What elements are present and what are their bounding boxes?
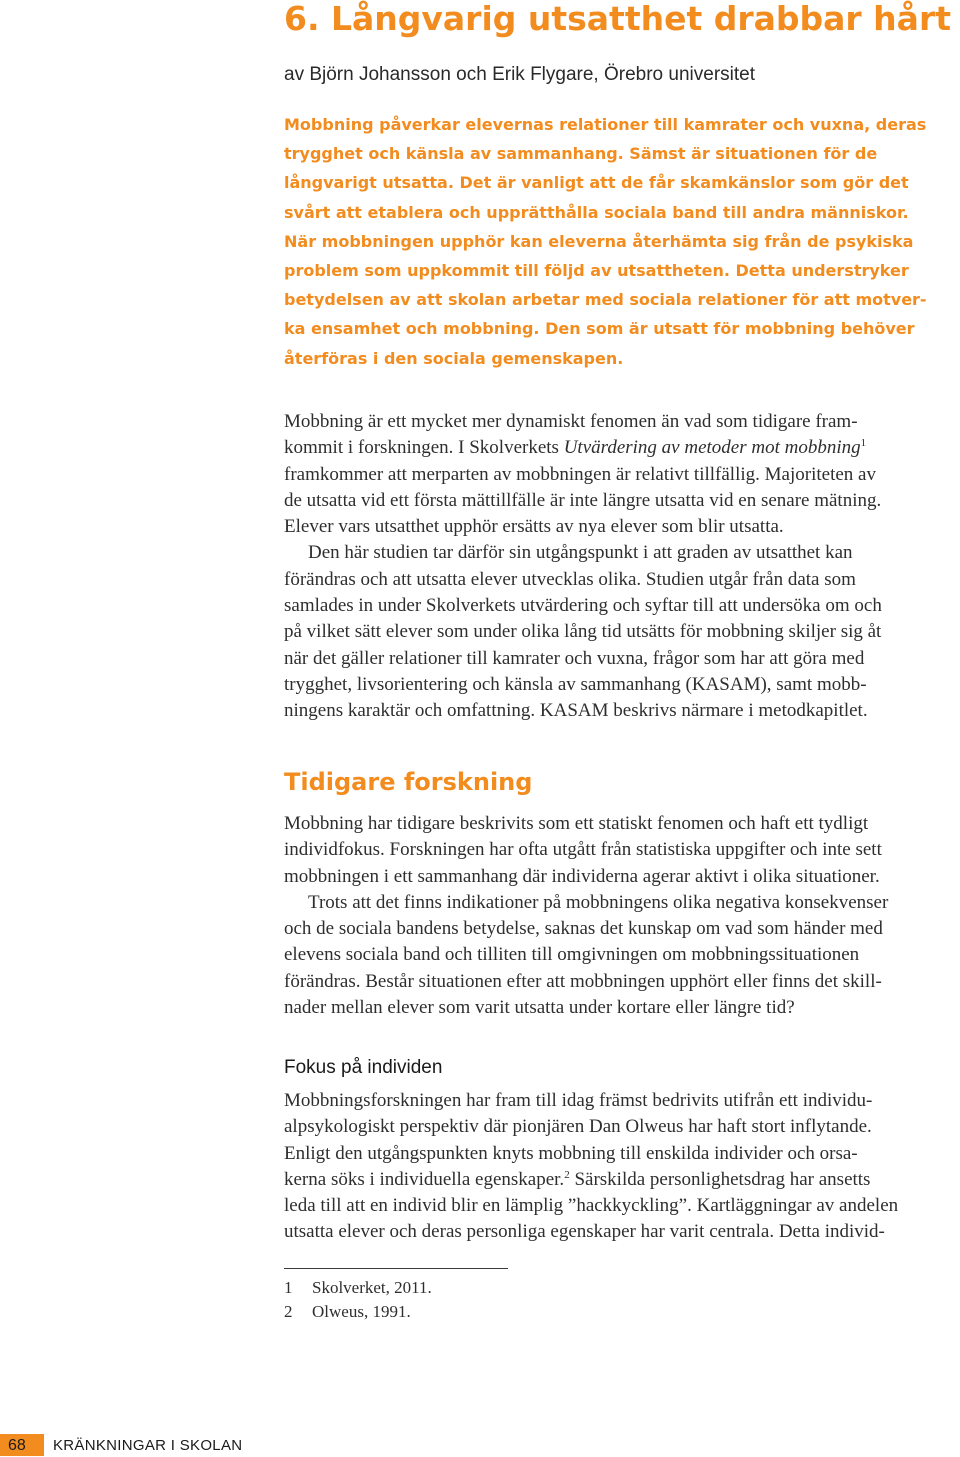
body-line: och de sociala bandens betydelse, saknas det kunskap om vad som händer med [284,918,883,940]
footnote-number: 2 [284,1302,293,1321]
body-line: trygghet, livsorientering och känsla av sammanhang (KASAM), samt mobb- [284,673,867,695]
body-line: samlades in under Skolverkets utvärdering och syftar till att undersöka om och [284,595,882,617]
subsection-heading: Fokus på individen [284,1057,443,1078]
body-line: när det gäller relationer till kamrater och vuxna, frågor som har att göra med [284,647,865,669]
intro-body [284,409,956,725]
section-body [284,811,956,1021]
body-line: Mobbning är ett mycket mer dynamiskt fenomen än vad som tidigare fram- [284,411,858,432]
cited-title: Utvärdering av metoder mot mobbning [563,437,861,459]
body-line: förändras och att utsatta elever utvecklas olika. Studien utgår från data som [284,568,856,590]
body-line: Enligt den utgångspunkten knyts mobbning till enskilda individer och orsa- [284,1142,858,1164]
subsection-body [284,1088,956,1246]
chapter-authors: av Björn Johansson och Erik Flygare, Örebro universitet [284,64,755,85]
page-number: 68 [8,1437,26,1454]
body-line: mobbningen i ett sammanhang där individerna agerar aktivt i olika situationer. [284,865,880,887]
footnote-number: 1 [284,1278,293,1297]
running-title: KRÄNKNINGAR I SKOLAN [53,1437,243,1454]
body-text: kerna söks i individuella egenskaper. [284,1168,565,1190]
body-line: individfokus. Forskningen har ofta utgått från statistiska uppgifter och inte sett [284,839,882,861]
body-line: utsatta elever och deras personliga egenskaper har varit centrala. Detta individ- [284,1221,885,1243]
body-line: förändras. Består situationen efter att mobbningen upphört eller finns det skill- [284,970,882,992]
body-line: alpsykologiskt perspektiv där pionjären Dan Olweus har haft stort inflytande. [284,1116,872,1138]
footnote-marker: 2 [564,1168,570,1181]
lead-line: betydelsen av att skolan arbetar med sociala relationer för att motver- [284,290,927,310]
lead-line: återföras i den sociala gemenskapen. [284,348,624,368]
chapter-title: 6. Långvarig utsatthet drabbar hårt [284,0,951,38]
body-line: ningens karaktär och omfattning. KASAM beskrivs närmare i metodkapitlet. [284,700,868,722]
body-line: framkommer att merparten av mobbningen är relativt tillfällig. Majoriteten av [284,463,876,485]
body-line: leda till att en individ blir en lämplig ”hackkyckling”. Kartläggningar av andelen [284,1195,899,1217]
footnote-marker: 1 [860,437,867,450]
footnotes [284,1276,432,1324]
footnote [284,1300,432,1324]
body-line: på vilket sätt elever som under olika lång tid utsätts för mobbning skiljer sig åt [284,621,882,643]
body-line: nader mellan elever som varit utsatta under kortare eller längre tid? [284,997,795,1019]
body-line-with-reference [284,1167,956,1193]
section-heading: Tidigare forskning [284,768,533,796]
body-line: Elever vars utsatthet upphör ersätts av nya elever som blir utsatta. [284,516,784,538]
lead-line: När mobbningen upphör kan eleverna återhämta sig från de psykiska [284,231,914,251]
body-text: Särskilda personlighetsdrag har ansetts [569,1168,871,1190]
lead-line: Mobbning påverkar elevernas relationer till kamrater och vuxna, deras [284,115,927,134]
footnote [284,1276,432,1300]
body-line: Den här studien tar därför sin utgångspunkt i att graden av utsatthet kan [308,542,853,564]
lead-line: ka ensamhet och mobbning. Den som är utsatt för mobbning behöver [284,319,915,339]
page-number-badge [0,1434,44,1456]
body-line: elevens sociala band och tilliten till omgivningen om mobbningssituationen [284,944,860,966]
lead-line: långvarigt utsatta. Det är vanligt att de får skamkänslor som gör det [284,173,909,193]
lead-line: svårt att etablera och upprätthålla sociala band till andra människor. [284,202,909,222]
body-line-with-reference [284,435,956,461]
lead-line: trygghet och känsla av sammanhang. Sämst är situationen för de [284,144,878,164]
lead-line: problem som uppkommit till följd av utsattheten. Detta understryker [284,261,909,281]
body-line: Mobbning har tidigare beskrivits som ett statiskt fenomen och haft ett tydligt [284,813,869,834]
body-line: Trots att det finns indikationer på mobbningens olika negativa konsekvenser [308,891,889,913]
footnote-text: Skolverket, 2011. [312,1278,432,1297]
footnote-divider [284,1268,508,1269]
body-line: Mobbningsforskningen har fram till idag främst bedrivits utifrån ett individu- [284,1090,873,1111]
body-line: de utsatta vid ett första mättillfälle är inte längre utsatta vid en senare mätning. [284,489,882,511]
body-text: kommit i forskningen. I Skolverkets [284,437,564,459]
lead-paragraph [284,110,952,373]
footnote-text: Olweus, 1991. [312,1302,411,1321]
